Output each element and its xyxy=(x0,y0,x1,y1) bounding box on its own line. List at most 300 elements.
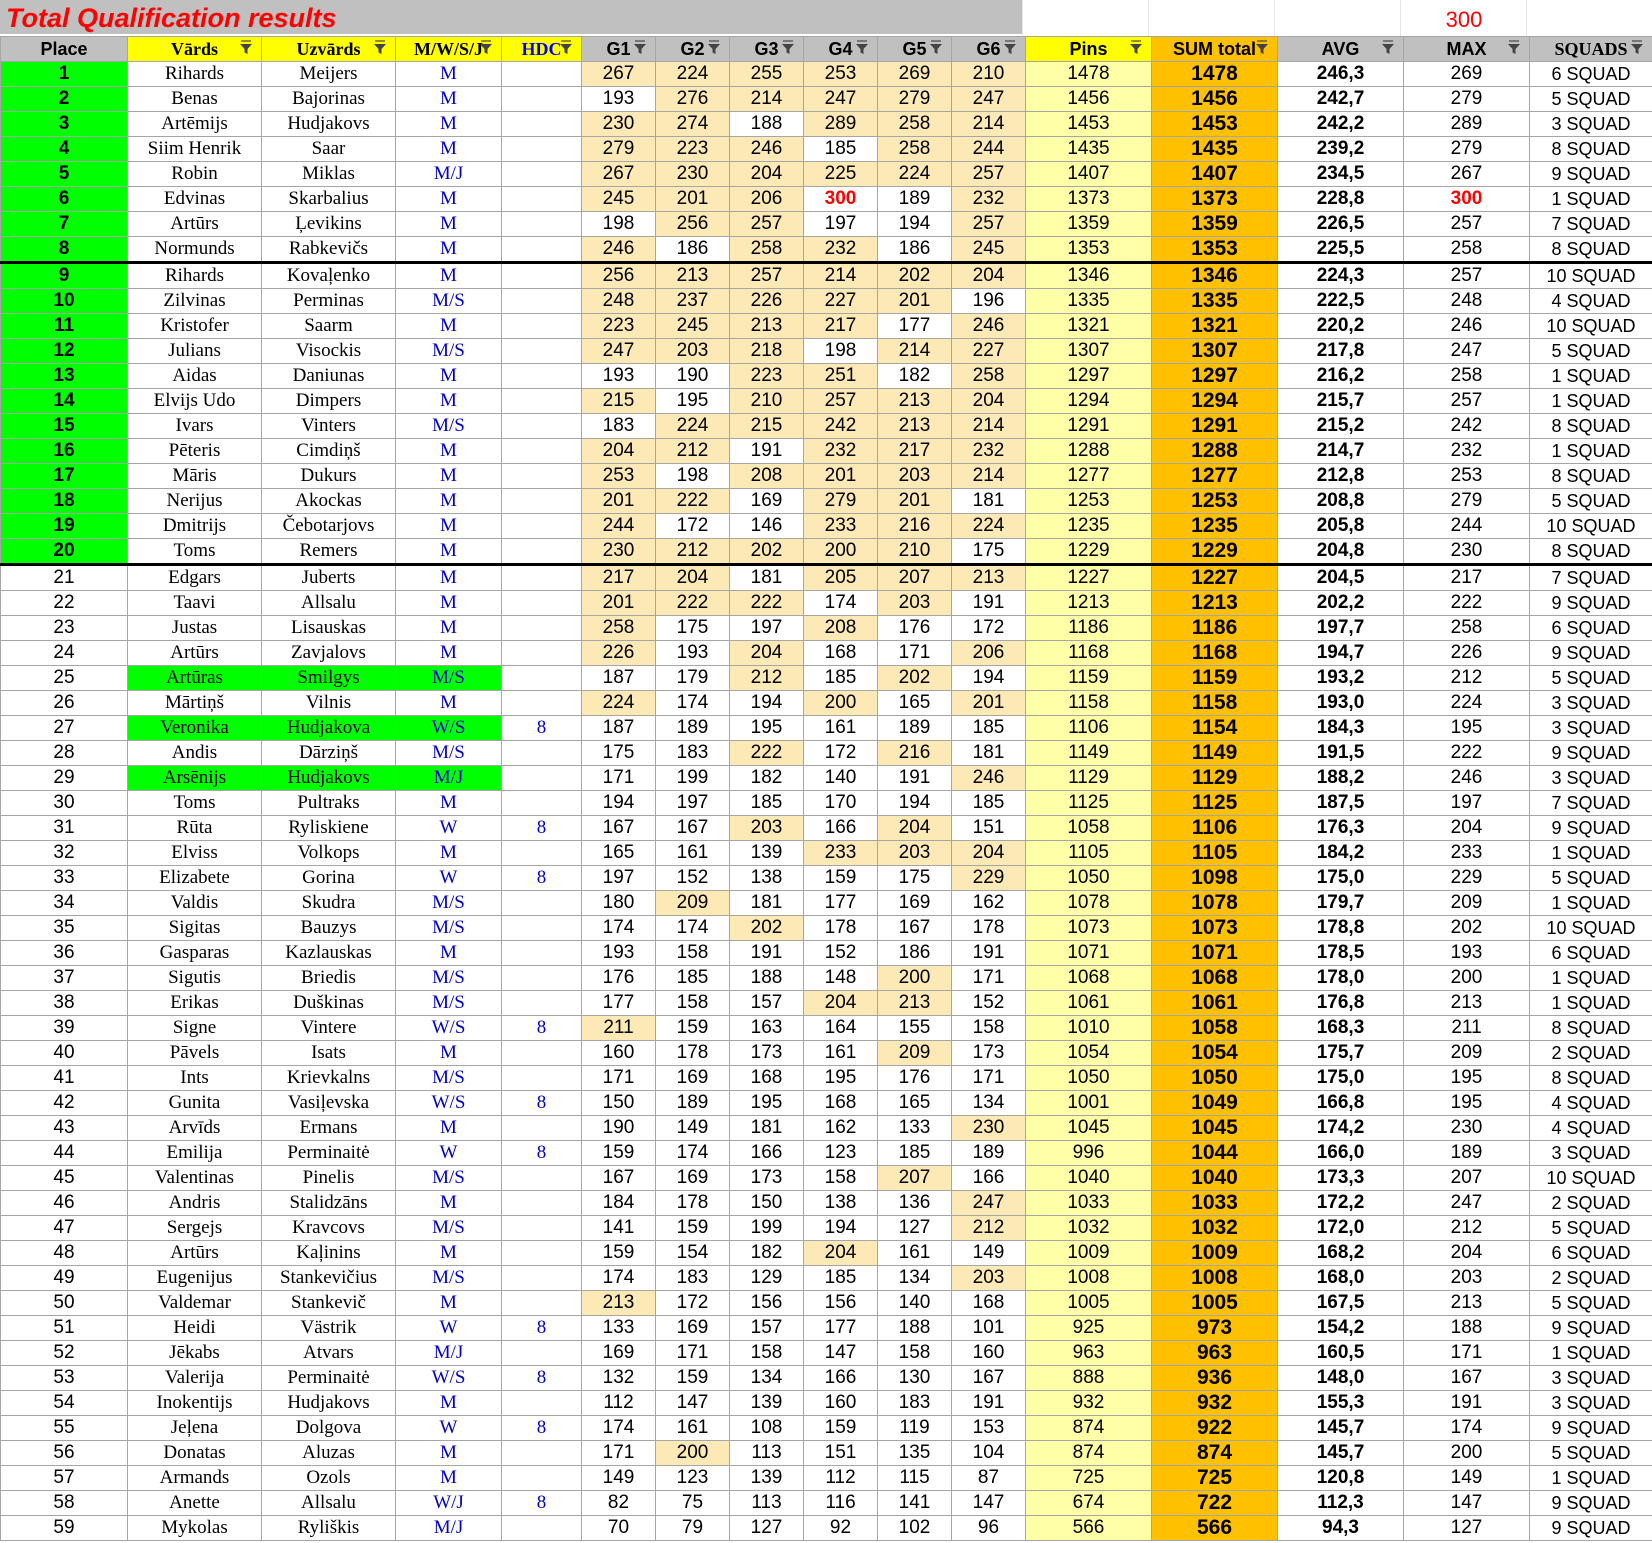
pins-cell: 1456 xyxy=(1026,87,1152,112)
game-5-cell: 135 xyxy=(878,1441,952,1466)
table-body xyxy=(1,62,1652,1541)
hdc-cell xyxy=(502,1391,582,1416)
game-5-cell: 119 xyxy=(878,1416,952,1441)
category-cell: M xyxy=(396,62,502,87)
game-2-cell: 189 xyxy=(656,716,730,741)
max-cell: 267 xyxy=(1404,162,1530,187)
game-2-cell: 212 xyxy=(656,439,730,464)
squad-cell: 5 SQUAD xyxy=(1530,489,1652,514)
filter-dropdown-icon[interactable] xyxy=(707,39,721,57)
sum-total-cell: 1168 xyxy=(1152,641,1278,666)
first-name-cell: Valerija xyxy=(128,1366,262,1391)
squad-cell: 4 SQUAD xyxy=(1530,1091,1652,1116)
avg-cell: 174,2 xyxy=(1278,1116,1404,1141)
filter-dropdown-icon[interactable] xyxy=(1255,39,1269,57)
place-cell: 56 xyxy=(1,1441,128,1466)
place-cell: 39 xyxy=(1,1016,128,1041)
first-name-cell: Elvijs Udo xyxy=(128,389,262,414)
last-name-cell: Isats xyxy=(262,1041,396,1066)
game-1-cell: 171 xyxy=(582,1066,656,1091)
squad-cell: 6 SQUAD xyxy=(1530,62,1652,87)
place-cell: 27 xyxy=(1,716,128,741)
game-4-cell: 197 xyxy=(804,212,878,237)
game-2-cell: 174 xyxy=(656,916,730,941)
squad-cell: 6 SQUAD xyxy=(1530,1241,1652,1266)
first-name-cell: Valdemar xyxy=(128,1291,262,1316)
game-1-cell: 248 xyxy=(582,289,656,314)
game-5-cell: 189 xyxy=(878,187,952,212)
avg-cell: 188,2 xyxy=(1278,766,1404,791)
game-5-cell: 207 xyxy=(878,1166,952,1191)
game-3-cell: 108 xyxy=(730,1416,804,1441)
max-cell: 213 xyxy=(1404,991,1530,1016)
category-cell: M/S xyxy=(396,1166,502,1191)
game-3-cell: 113 xyxy=(730,1441,804,1466)
pins-cell: 725 xyxy=(1026,1466,1152,1491)
game-2-cell: 222 xyxy=(656,489,730,514)
last-name-cell: Ryliskiene xyxy=(262,816,396,841)
squad-cell: 9 SQUAD xyxy=(1530,741,1652,766)
squad-cell: 10 SQUAD xyxy=(1530,916,1652,941)
category-cell: M/S xyxy=(396,991,502,1016)
last-name-cell: Krievkalns xyxy=(262,1066,396,1091)
game-4-cell: 200 xyxy=(804,691,878,716)
place-cell: 35 xyxy=(1,916,128,941)
game-4-cell: 166 xyxy=(804,816,878,841)
sum-total-cell: 1058 xyxy=(1152,1016,1278,1041)
place-cell: 50 xyxy=(1,1291,128,1316)
squad-cell: 1 SQUAD xyxy=(1530,364,1652,389)
place-cell: 12 xyxy=(1,339,128,364)
game-6-cell: 246 xyxy=(952,314,1026,339)
game-4-cell: 177 xyxy=(804,891,878,916)
avg-cell: 197,7 xyxy=(1278,616,1404,641)
place-cell: 16 xyxy=(1,439,128,464)
game-3-cell: 163 xyxy=(730,1016,804,1041)
category-cell: M xyxy=(396,1466,502,1491)
game-6-cell: 191 xyxy=(952,591,1026,616)
category-cell: M/J xyxy=(396,1341,502,1366)
first-name-cell: Gunita xyxy=(128,1091,262,1116)
game-6-cell: 213 xyxy=(952,565,1026,591)
game-4-cell: 151 xyxy=(804,1441,878,1466)
hdc-cell xyxy=(502,741,582,766)
place-cell: 51 xyxy=(1,1316,128,1341)
last-name-cell: Ermans xyxy=(262,1116,396,1141)
first-name-cell: Rihards xyxy=(128,263,262,289)
table-row xyxy=(1,1391,1652,1416)
game-1-cell: 197 xyxy=(582,866,656,891)
game-2-cell: 169 xyxy=(656,1316,730,1341)
place-cell: 45 xyxy=(1,1166,128,1191)
sum-total-cell: 1106 xyxy=(1152,816,1278,841)
place-cell: 8 xyxy=(1,237,128,263)
place-cell: 10 xyxy=(1,289,128,314)
hdc-cell xyxy=(502,263,582,289)
pins-cell: 1307 xyxy=(1026,339,1152,364)
game-1-cell: 246 xyxy=(582,237,656,263)
game-5-cell: 127 xyxy=(878,1216,952,1241)
game-6-cell: 185 xyxy=(952,716,1026,741)
header-label: Uzvārds xyxy=(296,38,361,59)
game-2-cell: 190 xyxy=(656,364,730,389)
pins-cell: 1297 xyxy=(1026,364,1152,389)
game-6-cell: 257 xyxy=(952,212,1026,237)
header-place xyxy=(1,37,128,62)
game-6-cell: 134 xyxy=(952,1091,1026,1116)
squad-cell: 7 SQUAD xyxy=(1530,791,1652,816)
squad-cell: 3 SQUAD xyxy=(1530,1366,1652,1391)
game-1-cell: 201 xyxy=(582,489,656,514)
first-name-cell: Valentinas xyxy=(128,1166,262,1191)
game-2-cell: 178 xyxy=(656,1041,730,1066)
game-2-cell: 158 xyxy=(656,941,730,966)
last-name-cell: Aluzas xyxy=(262,1441,396,1466)
category-cell: W xyxy=(396,816,502,841)
category-cell: M xyxy=(396,237,502,263)
max-cell: 202 xyxy=(1404,916,1530,941)
game-1-cell: 167 xyxy=(582,1166,656,1191)
max-cell: 258 xyxy=(1404,616,1530,641)
first-name-cell: Arsēnijs xyxy=(128,766,262,791)
game-2-cell: 183 xyxy=(656,1266,730,1291)
avg-cell: 176,3 xyxy=(1278,816,1404,841)
hdc-cell xyxy=(502,389,582,414)
game-6-cell: 147 xyxy=(952,1491,1026,1516)
squad-cell: 2 SQUAD xyxy=(1530,1041,1652,1066)
place-cell: 25 xyxy=(1,666,128,691)
game-1-cell: 171 xyxy=(582,1441,656,1466)
header-g5 xyxy=(878,37,952,62)
sum-total-cell: 1453 xyxy=(1152,112,1278,137)
game-4-cell: 140 xyxy=(804,766,878,791)
game-4-cell: 138 xyxy=(804,1191,878,1216)
max-cell: 212 xyxy=(1404,1216,1530,1241)
game-6-cell: 191 xyxy=(952,941,1026,966)
first-name-cell: Artūrs xyxy=(128,212,262,237)
pins-cell: 1186 xyxy=(1026,616,1152,641)
hdc-cell xyxy=(502,439,582,464)
last-name-cell: Stankevič xyxy=(262,1291,396,1316)
avg-cell: 239,2 xyxy=(1278,137,1404,162)
hdc-cell xyxy=(502,137,582,162)
game-1-cell: 176 xyxy=(582,966,656,991)
squad-cell: 7 SQUAD xyxy=(1530,565,1652,591)
sum-total-cell: 1235 xyxy=(1152,514,1278,539)
avg-cell: 216,2 xyxy=(1278,364,1404,389)
game-6-cell: 258 xyxy=(952,364,1026,389)
filter-dropdown-icon[interactable] xyxy=(855,39,869,57)
last-name-cell: Perminas xyxy=(262,289,396,314)
hdc-cell xyxy=(502,991,582,1016)
filter-dropdown-icon[interactable] xyxy=(781,39,795,57)
game-5-cell: 203 xyxy=(878,464,952,489)
game-6-cell: 181 xyxy=(952,741,1026,766)
pins-cell: 1071 xyxy=(1026,941,1152,966)
game-5-cell: 216 xyxy=(878,514,952,539)
table-row xyxy=(1,666,1652,691)
header-last xyxy=(262,37,396,62)
max-cell: 211 xyxy=(1404,1016,1530,1041)
place-cell: 46 xyxy=(1,1191,128,1216)
avg-cell: 166,8 xyxy=(1278,1091,1404,1116)
last-name-cell: Hudjakovs xyxy=(262,1391,396,1416)
hdc-cell xyxy=(502,791,582,816)
filter-dropdown-icon[interactable] xyxy=(633,39,647,57)
category-cell: M/S xyxy=(396,339,502,364)
squad-cell: 1 SQUAD xyxy=(1530,1341,1652,1366)
filter-dropdown-icon[interactable] xyxy=(929,39,943,57)
place-cell: 57 xyxy=(1,1466,128,1491)
game-1-cell: 193 xyxy=(582,87,656,112)
game-3-cell: 206 xyxy=(730,187,804,212)
squad-cell: 2 SQUAD xyxy=(1530,1191,1652,1216)
squad-cell: 5 SQUAD xyxy=(1530,1291,1652,1316)
first-name-cell: Sergejs xyxy=(128,1216,262,1241)
game-6-cell: 162 xyxy=(952,891,1026,916)
sum-total-cell: 936 xyxy=(1152,1366,1278,1391)
last-name-cell: Ozols xyxy=(262,1466,396,1491)
first-name-cell: Inokentijs xyxy=(128,1391,262,1416)
game-2-cell: 193 xyxy=(656,641,730,666)
table-row xyxy=(1,514,1652,539)
game-3-cell: 139 xyxy=(730,841,804,866)
header-label: G5 xyxy=(902,38,927,59)
game-1-cell: 193 xyxy=(582,941,656,966)
game-4-cell: 185 xyxy=(804,1266,878,1291)
table-row xyxy=(1,439,1652,464)
sum-total-cell: 1478 xyxy=(1152,62,1278,87)
first-name-cell: Robin xyxy=(128,162,262,187)
game-1-cell: 198 xyxy=(582,212,656,237)
pins-cell: 1227 xyxy=(1026,565,1152,591)
sum-total-cell: 1033 xyxy=(1152,1191,1278,1216)
hdc-cell xyxy=(502,1191,582,1216)
game-1-cell: 230 xyxy=(582,112,656,137)
last-name-cell: Allsalu xyxy=(262,1491,396,1516)
game-2-cell: 185 xyxy=(656,966,730,991)
game-1-cell: 213 xyxy=(582,1291,656,1316)
game-5-cell: 189 xyxy=(878,716,952,741)
last-name-cell: Miklas xyxy=(262,162,396,187)
category-cell: M/S xyxy=(396,741,502,766)
game-2-cell: 172 xyxy=(656,514,730,539)
max-cell: 195 xyxy=(1404,1091,1530,1116)
place-cell: 34 xyxy=(1,891,128,916)
avg-cell: 155,3 xyxy=(1278,1391,1404,1416)
filter-dropdown-icon[interactable] xyxy=(1507,39,1521,57)
grid-line xyxy=(1274,0,1275,36)
game-1-cell: 112 xyxy=(582,1391,656,1416)
game-6-cell: 178 xyxy=(952,916,1026,941)
category-cell: M/J xyxy=(396,766,502,791)
max-cell: 200 xyxy=(1404,966,1530,991)
game-2-cell: 199 xyxy=(656,766,730,791)
max-cell: 203 xyxy=(1404,1266,1530,1291)
table-row xyxy=(1,616,1652,641)
table-row xyxy=(1,1516,1652,1541)
game-5-cell: 115 xyxy=(878,1466,952,1491)
game-4-cell: 161 xyxy=(804,1041,878,1066)
game-6-cell: 166 xyxy=(952,1166,1026,1191)
last-name-cell: Atvars xyxy=(262,1341,396,1366)
game-3-cell: 212 xyxy=(730,666,804,691)
header-label: G3 xyxy=(754,38,779,59)
pins-cell: 888 xyxy=(1026,1366,1152,1391)
first-name-cell: Rihards xyxy=(128,62,262,87)
game-4-cell: 198 xyxy=(804,339,878,364)
game-4-cell: 247 xyxy=(804,87,878,112)
first-name-cell: Taavi xyxy=(128,591,262,616)
category-cell: M xyxy=(396,1191,502,1216)
game-4-cell: 116 xyxy=(804,1491,878,1516)
category-cell: M xyxy=(396,591,502,616)
filter-dropdown-icon[interactable] xyxy=(479,39,493,57)
header-label: SUM total xyxy=(1173,38,1256,59)
game-6-cell: 160 xyxy=(952,1341,1026,1366)
place-cell: 59 xyxy=(1,1516,128,1541)
game-3-cell: 222 xyxy=(730,591,804,616)
game-5-cell: 200 xyxy=(878,966,952,991)
filter-dropdown-icon[interactable] xyxy=(559,39,573,57)
game-5-cell: 165 xyxy=(878,691,952,716)
table-row xyxy=(1,1466,1652,1491)
place-cell: 38 xyxy=(1,991,128,1016)
game-4-cell: 148 xyxy=(804,966,878,991)
game-2-cell: 175 xyxy=(656,616,730,641)
game-5-cell: 213 xyxy=(878,389,952,414)
game-6-cell: 201 xyxy=(952,691,1026,716)
game-5-cell: 140 xyxy=(878,1291,952,1316)
sum-total-cell: 1229 xyxy=(1152,539,1278,565)
game-2-cell: 149 xyxy=(656,1116,730,1141)
game-2-cell: 209 xyxy=(656,891,730,916)
place-cell: 37 xyxy=(1,966,128,991)
pins-cell: 1058 xyxy=(1026,816,1152,841)
filter-dropdown-icon[interactable] xyxy=(373,39,387,57)
max-cell: 226 xyxy=(1404,641,1530,666)
game-5-cell: 175 xyxy=(878,866,952,891)
place-cell: 9 xyxy=(1,263,128,289)
game-3-cell: 257 xyxy=(730,263,804,289)
last-name-cell: Pinelis xyxy=(262,1166,396,1191)
place-cell: 2 xyxy=(1,87,128,112)
sum-total-cell: 1129 xyxy=(1152,766,1278,791)
header-g2 xyxy=(656,37,730,62)
category-cell: M/S xyxy=(396,666,502,691)
place-cell: 22 xyxy=(1,591,128,616)
first-name-cell: Toms xyxy=(128,791,262,816)
game-4-cell: 123 xyxy=(804,1141,878,1166)
game-3-cell: 185 xyxy=(730,791,804,816)
sum-total-cell: 1098 xyxy=(1152,866,1278,891)
max-cell: 195 xyxy=(1404,1066,1530,1091)
pins-cell: 1009 xyxy=(1026,1241,1152,1266)
filter-dropdown-icon[interactable] xyxy=(1129,39,1143,57)
game-1-cell: 211 xyxy=(582,1016,656,1041)
game-3-cell: 156 xyxy=(730,1291,804,1316)
max-cell: 233 xyxy=(1404,841,1530,866)
place-cell: 23 xyxy=(1,616,128,641)
table-row xyxy=(1,716,1652,741)
last-name-cell: Ryliškis xyxy=(262,1516,396,1541)
game-2-cell: 158 xyxy=(656,991,730,1016)
filter-dropdown-icon[interactable] xyxy=(239,39,253,57)
game-5-cell: 258 xyxy=(878,112,952,137)
game-2-cell: 224 xyxy=(656,414,730,439)
filter-dropdown-icon[interactable] xyxy=(1630,39,1644,57)
sum-total-cell: 1008 xyxy=(1152,1266,1278,1291)
header-max xyxy=(1404,37,1530,62)
hdc-cell xyxy=(502,314,582,339)
game-6-cell: 153 xyxy=(952,1416,1026,1441)
game-2-cell: 179 xyxy=(656,666,730,691)
filter-dropdown-icon[interactable] xyxy=(1381,39,1395,57)
pins-cell: 874 xyxy=(1026,1416,1152,1441)
game-2-cell: 161 xyxy=(656,841,730,866)
squad-cell: 3 SQUAD xyxy=(1530,716,1652,741)
sum-total-cell: 1407 xyxy=(1152,162,1278,187)
hdc-cell xyxy=(502,514,582,539)
game-6-cell: 196 xyxy=(952,289,1026,314)
place-cell: 49 xyxy=(1,1266,128,1291)
table-row xyxy=(1,941,1652,966)
table-row xyxy=(1,187,1652,212)
max-cell: 167 xyxy=(1404,1366,1530,1391)
max-cell: 197 xyxy=(1404,791,1530,816)
header-sum xyxy=(1152,37,1278,62)
game-1-cell: 217 xyxy=(582,565,656,591)
first-name-cell: Jēkabs xyxy=(128,1341,262,1366)
sum-total-cell: 1159 xyxy=(1152,666,1278,691)
last-name-cell: Duškinas xyxy=(262,991,396,1016)
game-6-cell: 149 xyxy=(952,1241,1026,1266)
filter-dropdown-icon[interactable] xyxy=(1003,39,1017,57)
last-name-cell: Perminaitė xyxy=(262,1141,396,1166)
game-1-cell: 201 xyxy=(582,591,656,616)
table-row xyxy=(1,87,1652,112)
game-3-cell: 181 xyxy=(730,1116,804,1141)
game-3-cell: 195 xyxy=(730,716,804,741)
avg-cell: 168,3 xyxy=(1278,1016,1404,1041)
last-name-cell: Kazlauskas xyxy=(262,941,396,966)
pins-cell: 1321 xyxy=(1026,314,1152,339)
pins-cell: 1229 xyxy=(1026,539,1152,565)
grid-line xyxy=(1148,0,1149,36)
first-name-cell: Mykolas xyxy=(128,1516,262,1541)
sum-total-cell: 1307 xyxy=(1152,339,1278,364)
game-3-cell: 246 xyxy=(730,137,804,162)
category-cell: W xyxy=(396,1141,502,1166)
first-name-cell: Artēmijs xyxy=(128,112,262,137)
sum-total-cell: 1373 xyxy=(1152,187,1278,212)
game-6-cell: 181 xyxy=(952,489,1026,514)
squad-cell: 10 SQUAD xyxy=(1530,514,1652,539)
first-name-cell: Pāvels xyxy=(128,1041,262,1066)
table-row xyxy=(1,1291,1652,1316)
sum-total-cell: 973 xyxy=(1152,1316,1278,1341)
max-cell: 232 xyxy=(1404,439,1530,464)
game-1-cell: 256 xyxy=(582,263,656,289)
squad-cell: 1 SQUAD xyxy=(1530,891,1652,916)
max-cell: 171 xyxy=(1404,1341,1530,1366)
game-6-cell: 227 xyxy=(952,339,1026,364)
game-5-cell: 161 xyxy=(878,1241,952,1266)
game-6-cell: 206 xyxy=(952,641,1026,666)
first-name-cell: Emilija xyxy=(128,1141,262,1166)
hdc-cell xyxy=(502,1466,582,1491)
game-5-cell: 224 xyxy=(878,162,952,187)
